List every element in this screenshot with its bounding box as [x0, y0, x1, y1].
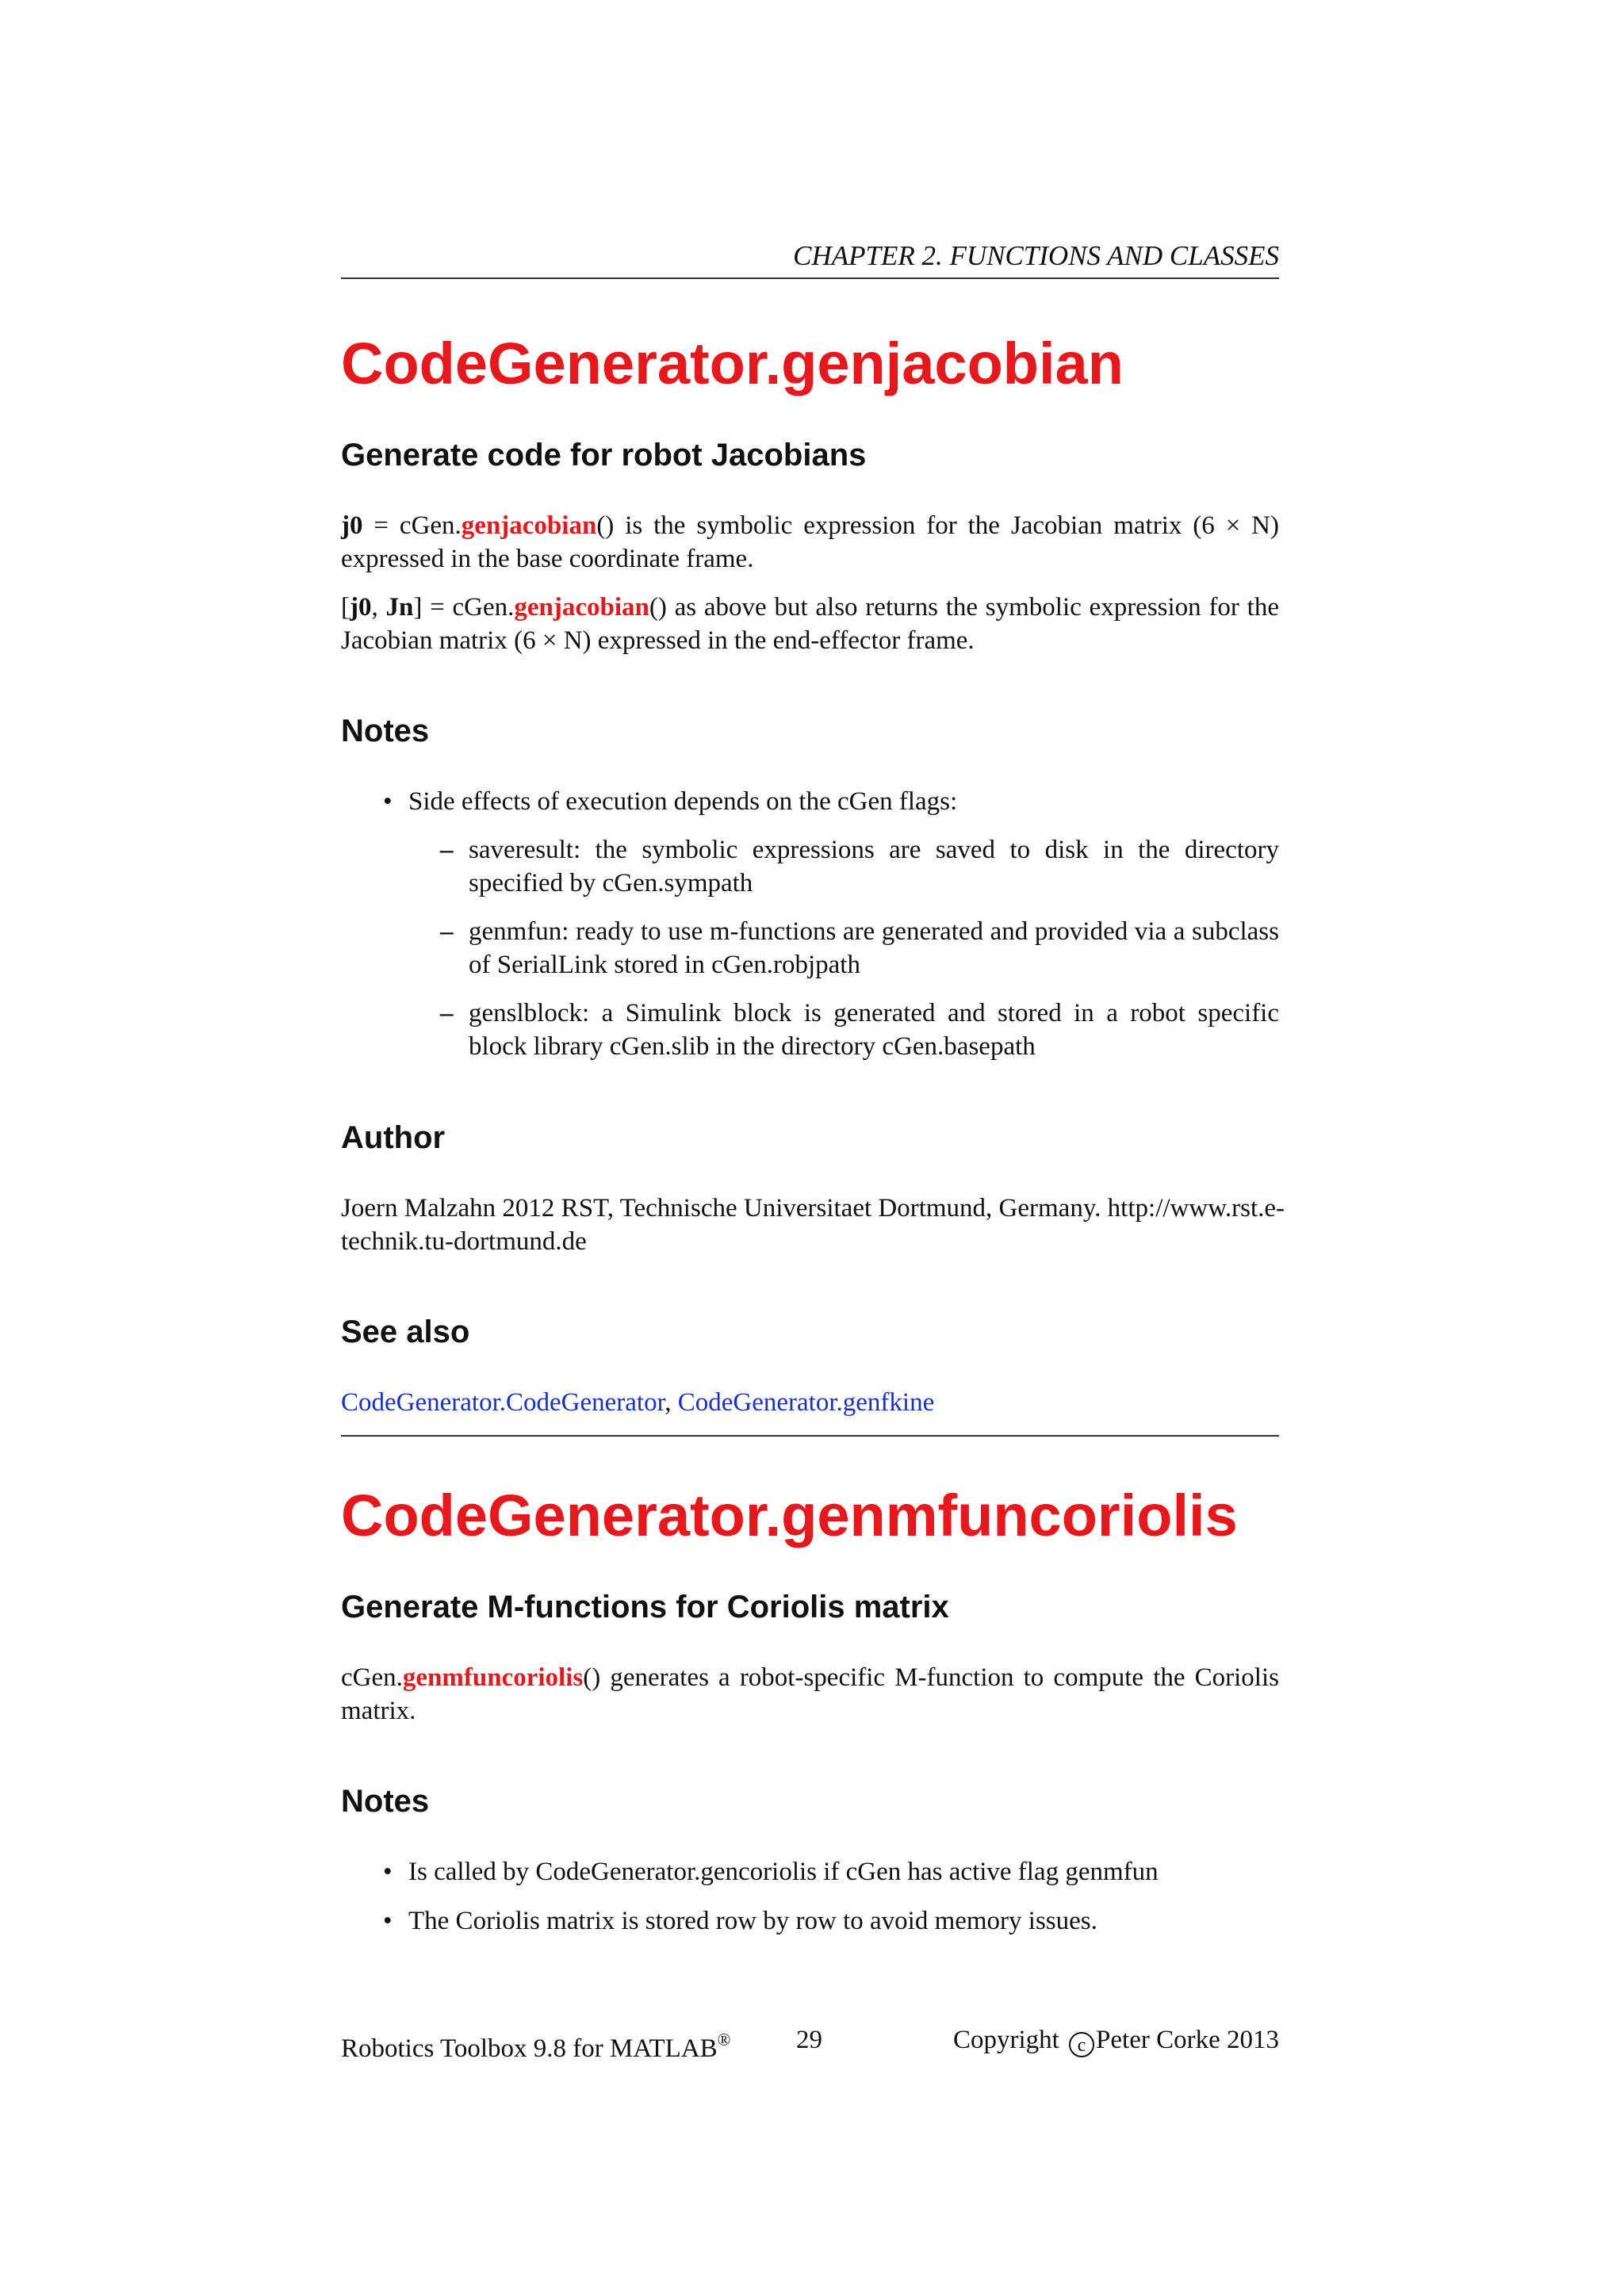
- dash-icon: –: [440, 836, 454, 864]
- notes-heading: Notes: [341, 1784, 430, 1819]
- copyright-holder: Peter Corke 2013: [1096, 2026, 1279, 2054]
- running-head: CHAPTER 2. FUNCTIONS AND CLASSES: [341, 235, 1279, 279]
- assign-text: ] = cGen.: [413, 593, 515, 622]
- var-j0: j0: [350, 593, 372, 622]
- list-item-text: Is called by CodeGenerator.gencoriolis if cGen has active flag genmfun: [408, 1858, 1159, 1886]
- link-codegenerator-codegenerator[interactable]: CodeGenerator.CodeGenerator: [341, 1388, 665, 1417]
- footer-title: [341, 2020, 730, 2068]
- paragraph-j0: [341, 509, 1279, 576]
- var-jn: Jn: [385, 593, 414, 622]
- author-text: Joern Malzahn 2012 RST, Technische Universitaet Dortmund, Germany. http://www.rst.e-technik.tu-dortmund.de: [341, 1194, 1285, 1256]
- prefix-text: cGen.: [341, 1663, 403, 1692]
- list-item-text: genslblock: a Simulink block is generated and stored in a robot specific block library cGen.slib in the directory cGen.basepath: [469, 999, 1279, 1061]
- bracket-open: [: [341, 593, 350, 622]
- method-genmfuncoriolis: genmfuncoriolis: [402, 1663, 584, 1692]
- separator-text: ,: [665, 1388, 678, 1417]
- section-title-genjacobian: CodeGenerator.genjacobian: [341, 331, 1124, 396]
- paragraph-genmfuncoriolis: [341, 1661, 1279, 1728]
- comma-text: ,: [371, 593, 386, 622]
- bullet-icon: •: [383, 787, 393, 816]
- method-genjacobian: genjacobian: [514, 593, 649, 622]
- bullet-icon: •: [383, 1907, 393, 1935]
- list-item-text: saveresult: the symbolic expressions are saved to disk in the directory specified by cGen.sympath: [469, 836, 1279, 897]
- section-subtitle-genjacobian: Generate code for robot Jacobians: [341, 438, 867, 473]
- assign-text: = cGen.: [362, 511, 462, 540]
- list-item-text: The Coriolis matrix is stored row by row to avoid memory issues.: [408, 1907, 1097, 1935]
- description-text: () is the symbolic expression for the Jacobian matrix (6 × N) expressed in the base coordinate frame.: [341, 511, 1279, 573]
- see-also-links: [341, 1386, 1279, 1419]
- dash-icon: –: [440, 999, 454, 1027]
- list-item-text: genmfun: ready to use m-functions are generated and provided via a subclass of SerialLink stored in cGen.robjpath: [469, 917, 1279, 979]
- link-codegenerator-genfkine[interactable]: CodeGenerator.genfkine: [677, 1388, 935, 1417]
- description-text: () generates a robot-specific M-function to compute the Coriolis matrix.: [341, 1663, 1279, 1725]
- bullet-icon: •: [383, 1858, 393, 1886]
- page-number: 29: [796, 2026, 822, 2054]
- see-also-heading: See also: [341, 1314, 470, 1349]
- footer-copyright: [953, 2020, 1279, 2060]
- section-subtitle-genmfuncoriolis: Generate M-functions for Coriolis matrix: [341, 1590, 949, 1624]
- description-text: () as above but also returns the symbolic expression for the Jacobian matrix (6 × N) expressed in the end-effector frame.: [341, 593, 1280, 655]
- notes-heading: Notes: [341, 714, 430, 748]
- footer-title-text: Robotics Toolbox 9.8 for MATLAB: [341, 2034, 718, 2063]
- method-genjacobian: genjacobian: [461, 511, 597, 540]
- var-j0: j0: [341, 511, 363, 540]
- section-title-genmfuncoriolis: CodeGenerator.genmfuncoriolis: [341, 1483, 1238, 1548]
- copyright-label: Copyright: [952, 2026, 1067, 2054]
- section-divider: [341, 1435, 1279, 1437]
- author-heading: Author: [341, 1120, 446, 1155]
- paragraph-j0-jn: [341, 591, 1279, 657]
- copyright-icon: c: [1069, 2032, 1094, 2057]
- registered-mark: ®: [717, 2030, 731, 2049]
- list-item-text: Side effects of execution depends on the cGen flags:: [408, 787, 958, 816]
- dash-icon: –: [440, 917, 454, 946]
